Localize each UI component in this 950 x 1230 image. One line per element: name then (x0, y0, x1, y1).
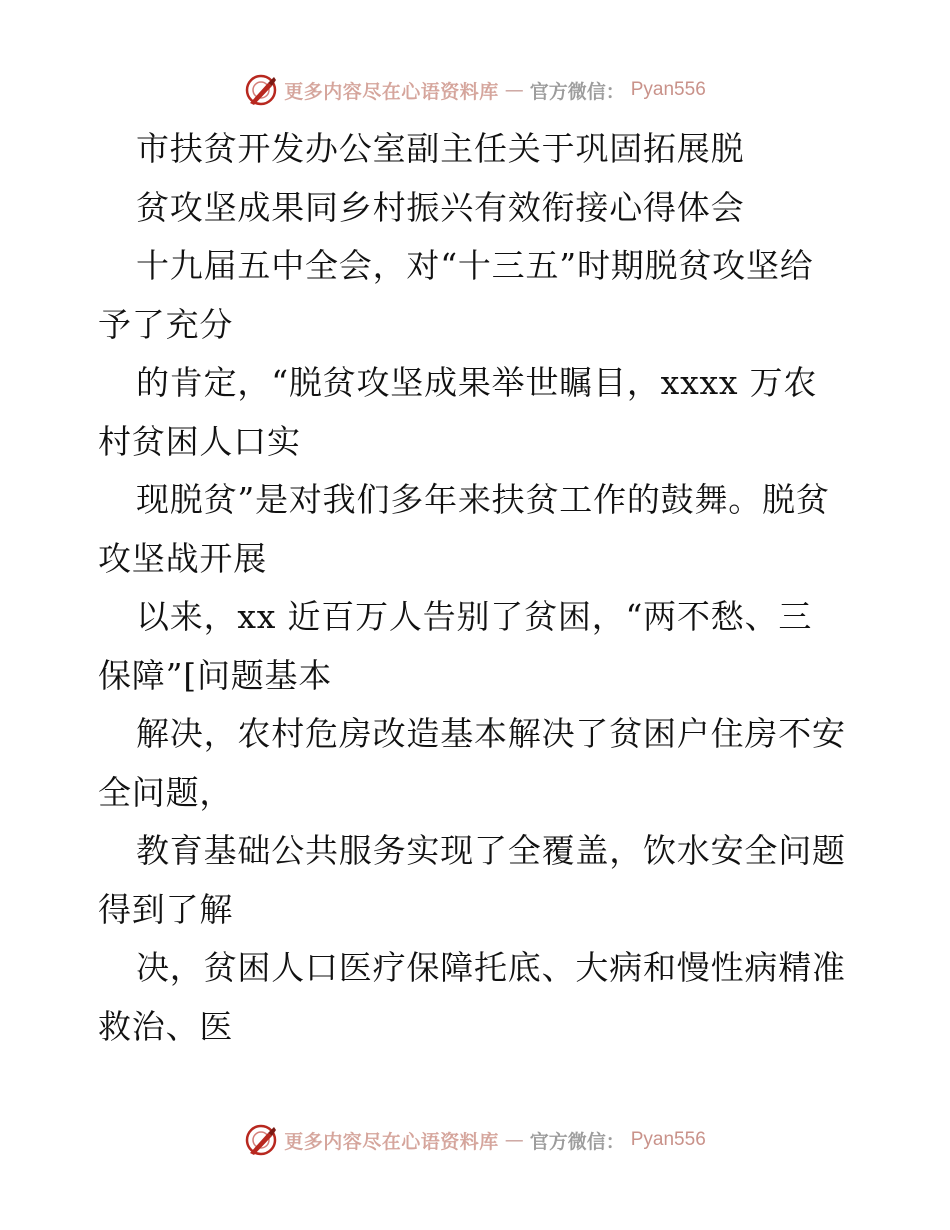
watermark-wechat-label: 官方微信： (529, 80, 625, 103)
title-line-1: 市扶贫开发办公室副主任关于巩固拓展脱 (136, 129, 745, 168)
watermark-dash: — (504, 79, 524, 101)
paragraph-line: 决，贫困人口医疗保障托底、大病和慢性病精准 (136, 948, 846, 987)
paragraph-line: 现脱贫”是对我们多年来扶贫工作的鼓舞。脱贫 (136, 480, 830, 519)
watermark-main-text: 更多内容尽在心语资料库 (284, 80, 499, 103)
paragraph-line: 村贫困人口实 (98, 421, 301, 461)
footer-watermark (0, 1120, 950, 1160)
document-body (98, 120, 854, 1056)
paragraph-line: 的肯定，“脱贫攻坚成果举世瞩目，xxxx 万农 (136, 363, 818, 402)
header-watermark (0, 70, 950, 110)
paragraph-line: 以来，xx 近百万人告别了贫困，“两不愁、三 (136, 597, 813, 636)
paragraph-line: 解决，农村危房改造基本解决了贫困户住房不安 (136, 714, 846, 753)
paragraph-line: 十九届五中全会，对“十三五”时期脱贫攻坚给 (136, 246, 814, 285)
paragraph-line: 攻坚战开展 (98, 538, 267, 578)
paragraph-line: 全问题， (98, 772, 234, 812)
watermark-wechat-id: Pyan556 (630, 79, 706, 100)
pen-logo-icon (244, 1123, 278, 1157)
paragraph-line: 教育基础公共服务实现了全覆盖，饮水安全问题 (136, 831, 846, 870)
paragraph-line: 救治、医 (98, 1006, 234, 1046)
title-line-2: 贫攻坚成果同乡村振兴有效衔接心得体会 (136, 187, 745, 227)
pen-logo-icon (244, 73, 278, 107)
paragraph-line: 得到了解 (98, 889, 234, 929)
watermark-dash: — (504, 1129, 524, 1151)
watermark-main-text: 更多内容尽在心语资料库 (284, 1130, 499, 1153)
watermark-wechat-label: 官方微信： (529, 1130, 625, 1153)
paragraph-line: 保障”[问题基本 (98, 655, 333, 695)
paragraph-line: 予了充分 (98, 304, 234, 344)
watermark-wechat-id: Pyan556 (630, 1129, 706, 1150)
